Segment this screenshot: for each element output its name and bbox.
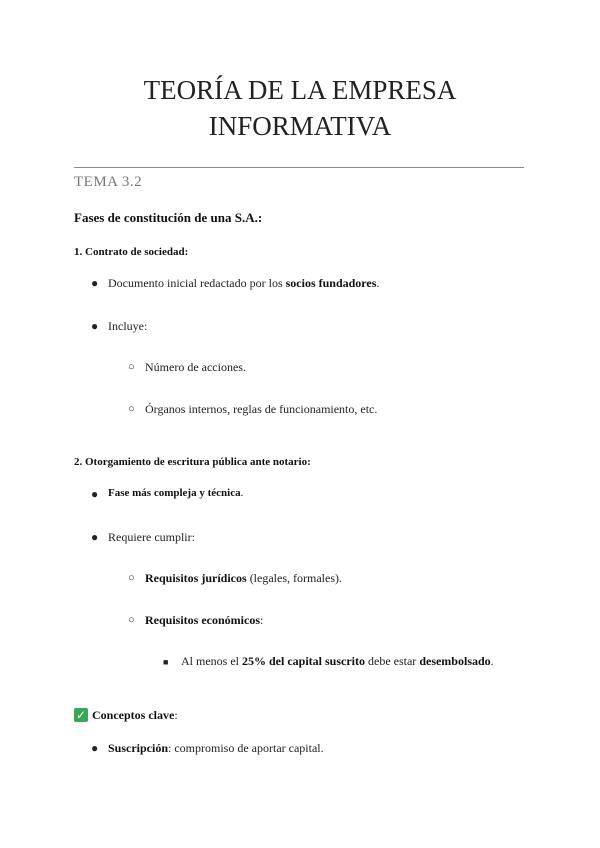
sub-sub-list-item: Al menos el 25% del capital suscrito debe estar desembolsado. xyxy=(181,654,494,668)
sub-list-item: Requisitos económicos: xyxy=(145,613,264,627)
document-title-line-1: TEORÍA DE LA EMPRESA xyxy=(143,75,457,105)
bullet-icon: ● xyxy=(91,487,99,501)
sub-list-item: Número de acciones. xyxy=(145,360,246,374)
bullet-icon: ● xyxy=(91,741,99,755)
list-item: Requiere cumplir: xyxy=(108,530,195,544)
circle-bullet-icon: ○ xyxy=(128,403,135,415)
check-mark-icon: ✓ xyxy=(75,708,87,722)
document-title-line-2: INFORMATIVA xyxy=(208,111,392,141)
list-item: Fase más compleja y técnica. xyxy=(108,487,244,499)
circle-bullet-icon: ○ xyxy=(128,361,135,373)
list-item: Incluye: xyxy=(108,319,148,333)
concepts-title: Conceptos clave: xyxy=(92,708,178,722)
bullet-icon: ● xyxy=(91,319,99,333)
circle-bullet-icon: ○ xyxy=(128,572,135,584)
section-heading: Fases de constitución de una S.A.: xyxy=(74,210,263,225)
bullet-icon: ● xyxy=(91,276,99,290)
section-2-title: 2. Otorgamiento de escritura pública ante notario: xyxy=(74,456,311,468)
sub-list-item: Órganos internos, reglas de funcionamiento, etc. xyxy=(145,402,378,416)
circle-bullet-icon: ○ xyxy=(128,614,135,626)
title-divider xyxy=(74,167,524,168)
sub-list-item: Requisitos jurídicos (legales, formales). xyxy=(145,571,342,585)
list-item: Documento inicial redactado por los socios fundadores. xyxy=(108,276,380,290)
bullet-icon: ● xyxy=(91,530,99,544)
section-1-title: 1. Contrato de sociedad: xyxy=(74,246,189,258)
tema-label: TEMA 3.2 xyxy=(74,174,143,190)
square-bullet-icon: ■ xyxy=(163,657,169,667)
list-item: Suscripción: compromiso de aportar capital. xyxy=(108,741,324,755)
